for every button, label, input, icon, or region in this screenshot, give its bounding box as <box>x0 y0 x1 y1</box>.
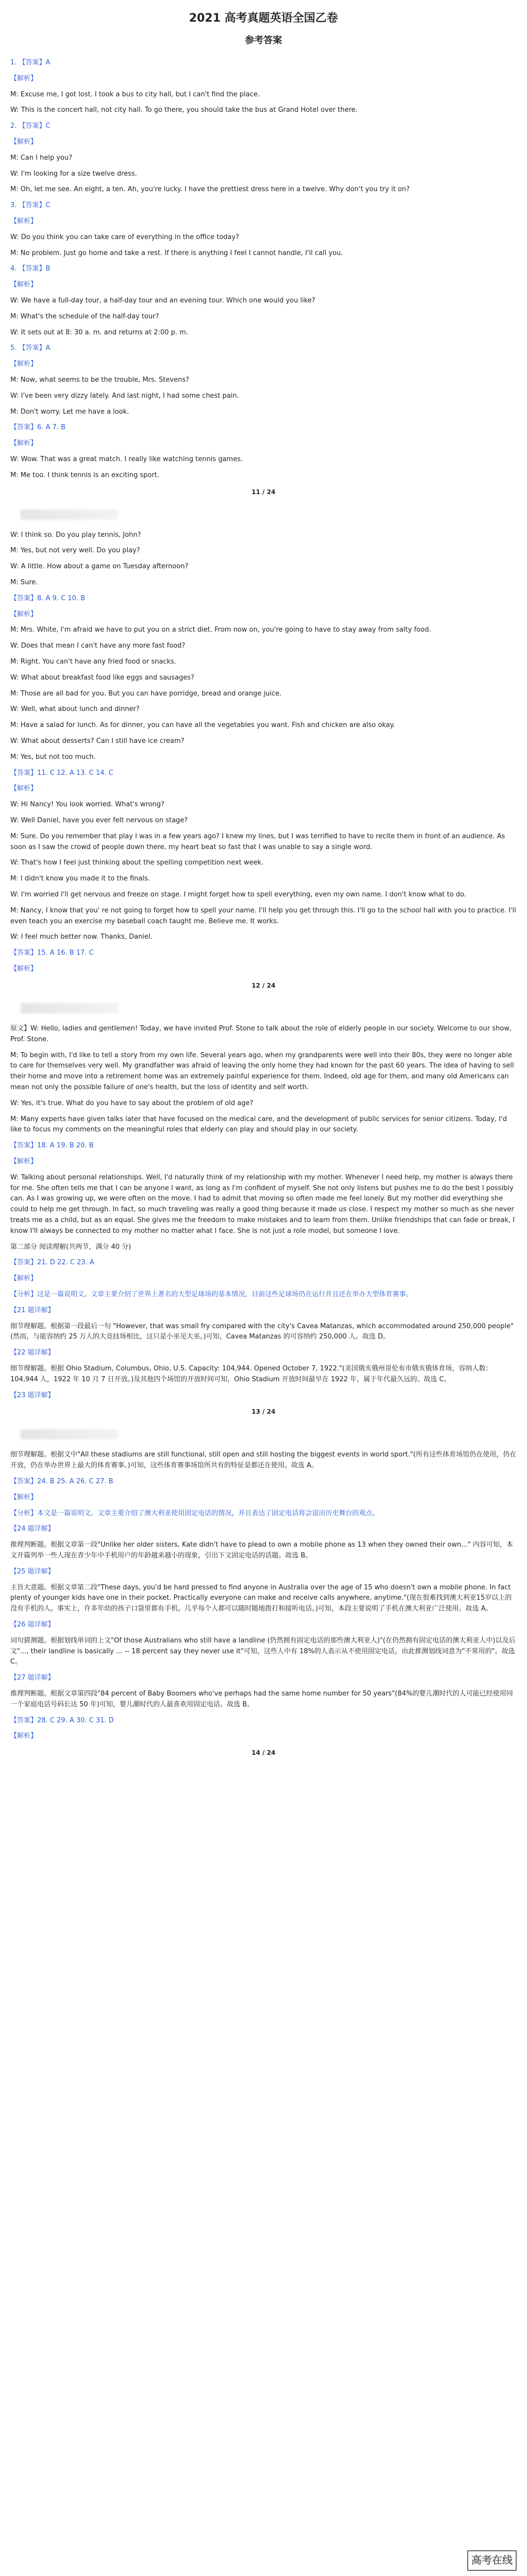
text-line: 第二部分 阅读理解(共两节，满分 40 分) <box>10 1243 131 1251</box>
page <box>0 58 527 497</box>
text-line: W: Well, what about lunch and dinner? <box>10 705 140 714</box>
text-line: W: We have a full-day tour, a half-day tour and an evening tour. Which one would you like? <box>10 296 316 304</box>
text-line: 【解析】 <box>10 785 38 793</box>
text-line: W: Yes, it's true. What do you have to say about the problem of old age? <box>10 1099 254 1107</box>
text-line: W: I'm worried I'll get nervous and freeze on stage. I might forget how to spell everything, even my own name. I don't know what to do. <box>10 891 467 899</box>
text-line: 【答案】6. A 7. B <box>10 423 66 432</box>
text-line: 【解析】 <box>10 138 38 146</box>
text-line: M: Now, what seems to be the trouble, Mrs. Stevens? <box>10 376 189 384</box>
text-line: M: I didn't know you made it to the finals. <box>10 875 150 883</box>
text-line: W: That's how I feel just thinking about the spelling competition next week. <box>10 859 264 867</box>
text-line: 2. 【答案】C <box>10 122 51 130</box>
text-line: 【24 题详解】 <box>10 1525 55 1533</box>
page-number: 12 / 24 <box>251 981 276 989</box>
page <box>0 1429 527 1758</box>
text-line: 【22 题详解】 <box>10 1349 55 1357</box>
text-line: M: To begin with, I'd like to tell a story from my own life. Several years ago, when my grandparents were well into their 80s, they were no longer able to care for themselves very well. My grandfather was afraid of leaving the only home they had known for the past 60 years. The idea of having to sell their home and move into a retirement home was an extremely painful experience for them. Indeed, old age for them, and many old Americans can mean not only the possible failure of one's health, but the loss of identity and self worth. <box>10 1051 514 1091</box>
text-line: W: Hi Nancy! You look worried. What's wrong? <box>10 801 164 809</box>
text-line: 【27 题详解】 <box>10 1674 55 1682</box>
text-line: 【解析】 <box>10 1157 38 1165</box>
text-line: 【解析】 <box>10 1493 38 1501</box>
text-line: M: Mrs. White, I'm afraid we have to put you on a strict diet. From now on, you're going to have to stay away from salty food. <box>10 626 431 634</box>
text-line: 【解析】 <box>10 281 38 289</box>
text-line: M: Have a salad for lunch. As for dinner, you can have all the vegetables you want. Fish and chicken are also okay. <box>10 721 396 730</box>
text-line: M: Right. You can't have any fried food or snacks. <box>10 658 176 666</box>
text-line: 推理判断题。根据文章第四段"84 percent of Baby Boomers who've perhaps had the same home number for 50 years"(84%的婴儿潮时代的人可能已经使用同一个家庭电话号码长达 50 年)可知，婴儿潮时代的人最喜欢用固定电话。故选 B。 <box>10 1690 513 1708</box>
text-line: M: Sure. <box>10 579 38 587</box>
text-line: 【解析】 <box>10 1275 38 1283</box>
text-line: W: This is the concert hall, not city hall. To go there, you should take the bus at Grand Hotel over there. <box>10 106 358 114</box>
text-line: M: Those are all bad for you. But you can have porridge, bread and orange juice. <box>10 689 282 698</box>
text-line: W: Do you think you can take care of everything in the office today? <box>10 233 239 241</box>
text-line: 【解析】 <box>10 439 38 448</box>
text-line: M: Sure. Do you remember that play I was in a few years ago? I knew my lines, but I was terrified to have to recite them in front of an audience. As soon as I saw the crowd of people down there, my heart beat so fast that I was unable to say a single word. <box>10 832 505 851</box>
text-line: 细节理解题。根据第一段最后一句 "However, that was small fry compared with the city's Cavea Matanzas, which accommodated around 250,000 people" (然而，与能容纳约 25 万人的大竞技场相比，这只是小巫见大巫。)可知，Cavea Matanzas 的可容纳约 250,000 人。故选 D。 <box>10 1322 514 1341</box>
document-subtitle: 参考答案 <box>245 35 282 46</box>
text-line: 【23 题详解】 <box>10 1391 55 1399</box>
text-line: 3. 【答案】C <box>10 201 51 210</box>
document-header <box>0 0 527 48</box>
blurred-watermark <box>21 510 119 520</box>
text-line: M: Nancy, I know that you' re not going to forget how to spell your name. I'll help you get through this. I'll go to the school hall with you to practice. I'll even teach you an exercise my baseball coach taught me. Believe me. It works. <box>10 906 516 925</box>
text-line: M: No problem. Just go home and take a rest. If there is anything I feel I cannot handle, I'll call you. <box>10 249 343 257</box>
text-line: 【解析】 <box>10 965 38 973</box>
text-line: M: Oh, let me see. An eight, a ten. Ah, you're lucky. I have the prettiest dress here in a twelve. Why don't you try it on? <box>10 185 410 194</box>
text-line: 【解析】 <box>10 74 38 82</box>
text-line: W: Wow. That was a great match. I really like watching tennis games. <box>10 455 243 463</box>
text-line: W: I'm looking for a size twelve dress. <box>10 170 137 178</box>
text-line: 【答案】28. C 29. A 30. C 31. D <box>10 1716 114 1724</box>
text-line: M: Can I help you? <box>10 154 73 162</box>
text-line: M: Excuse me, I got lost. I took a bus to city hall, but I can't find the place. <box>10 90 260 98</box>
text-line: 【答案】8. A 9. C 10. B <box>10 594 86 602</box>
text-line: W: I think so. Do you play tennis, John? <box>10 531 141 539</box>
text-line: W: What about desserts? Can I still have ice cream? <box>10 737 185 745</box>
text-line: 1. 【答案】A <box>10 58 51 66</box>
text-line: W: What about breakfast food like eggs and sausages? <box>10 673 194 682</box>
text-line: M: What's the schedule of the half-day tour? <box>10 312 159 320</box>
text-line: W: It sets out at 8: 30 a. m. and returns at 2:00 p. m. <box>10 328 188 336</box>
text-line: 【分析】这是一篇说明文。文章主要介绍了世界上著名的大型足球场的基本情况，目前这些足球场仍在运行并且还在举办大型体育赛事。 <box>10 1290 413 1298</box>
site-logo: 高考在线 <box>467 2550 517 2571</box>
text-line: M: Don't worry. Let me have a look. <box>10 408 129 416</box>
text-line: 主旨大意题。根据文章第二段"These days, you'd be hard pressed to find anyone in Australia over the age of 15 who doesn't own a mobile phone. In fact plenty of younger kids have one in their pocket. Practically everyone can make and receive calls anywhere, anytime."(现在很难找到澳大利亚15岁以上的没有手机的人。事实上，许多年幼的孩子口袋里都有手机。几乎每个人都可以随时随地拨打和接听电话。)可知，本段主要说明了手机在澳大利亚广泛使用。故选 A。 <box>10 1583 512 1613</box>
blurred-watermark <box>21 1429 119 1439</box>
text-line: 细节理解题。根据 Ohio Stadium, Columbus, Ohio, U.S. Capacity: 104,944. Opened October 7, 1922."(美国俄亥俄州哥伦布市俄亥俄体育场，容纳人数：104,944 人，1922 年 10 月 7 日开放。)及其他四个场馆的开放时间可知，Ohio Stadium 开放时间最早在 1922 年，属于年代最久远的。故选 C。 <box>10 1364 492 1383</box>
text-line: M: Yes, but not very well. Do you play? <box>10 547 140 555</box>
text-line: W: I've been very dizzy lately. And last night, I had some chest pain. <box>10 392 239 400</box>
text-line: 【答案】21. D 22. C 23. A <box>10 1259 94 1267</box>
text-line: 【解析】 <box>10 360 38 368</box>
text-line: 原文】W: Hello, ladies and gentlemen! Today, we have invited Prof. Stone to talk about the role of elderly people in our society. Welcome to our show, Prof. Stone. <box>10 1024 512 1043</box>
text-line: 5. 【答案】A <box>10 344 51 352</box>
text-line: W: A little. How about a game on Tuesday afternoon? <box>10 563 189 571</box>
text-line: 【解析】 <box>10 217 38 225</box>
document-title: 2021 高考真题英语全国乙卷 <box>189 12 338 25</box>
text-line: 【26 题详解】 <box>10 1621 55 1629</box>
page <box>0 510 527 991</box>
text-line: W: Talking about personal relationships. Well, I'd naturally think of my relationship with my mother. Whenever I need help, my mother is always there for me. She often tells me that I can be anyone I want, as long as I'm confident of myself. She not only listens but pushes me to do the best I possibly can. As I was growing up, we were often on the move. I had to admit that moving so often made me feel lonely. But my mother did everything she could to help me get through. In fact, so much traveling was really a good thing because it made us close. I respect my mother so much as she never treats me as a child, but as an equal. She gives me the freedom to make mistakes and to learn from them. Unlike friendships that can fade or break, I know I'll always be connected to my mother no matter what I face. She is not just a role model, but someone I love. <box>10 1173 515 1235</box>
text-line: 【答案】11. C 12. A 13. C 14. C <box>10 769 113 777</box>
text-line: 4. 【答案】B <box>10 265 51 273</box>
text-line: 【分析】本文是一篇说明文。文章主要介绍了澳大利亚使用固定电话的情况，并且表达了固定电话将会退出历史舞台的观点。 <box>10 1509 380 1517</box>
text-line: 【解析】 <box>10 610 38 618</box>
blurred-watermark <box>21 1003 119 1013</box>
page-number: 13 / 24 <box>251 1408 276 1416</box>
text-line: W: Does that mean I can't have any more fast food? <box>10 642 186 650</box>
text-line: 词句猜测题。根据划线单词的上文"Of those Australians who still have a landline (仍然拥有固定电话的那些澳大利亚人)"(在仍然拥有固定电话的澳大利亚人中)以及后文"..., their landline is basically ... -- 18 percent say they never use it"可知，这些人中有 18%的人表示从不使用固定电话，由此推测划线词意为"不常用的"。故选 C。 <box>10 1636 516 1666</box>
text-line: 推理判断题。根据文章第一段"Unlike her older sisters, Kate didn't have to plead to own a mobile phone as 13 when they owned their own..." 内容可知，本文开篇列举一些人现在青少年中手机用户的年龄越来越小的现象，引出下文固定电话的话题。故选 B。 <box>10 1541 514 1560</box>
text-line: M: Yes, but not too much. <box>10 753 96 761</box>
text-line: 【答案】24. B 25. A 26. C 27. B <box>10 1478 113 1486</box>
pages-container <box>0 58 527 1758</box>
text-line: 【21 题详解】 <box>10 1306 55 1314</box>
text-line: 【答案】18. A 19. B 20. B <box>10 1142 94 1150</box>
page <box>0 1003 527 1417</box>
text-line: M: Me too. I think tennis is an exciting sport. <box>10 471 159 479</box>
text-line: 细节理解题。根据文中"All these stadiums are still functional, still open and still hosting the biggest events in world sport."(所有这些体育场馆仍在使用，仍在开放，仍在举办世界上最大的体育赛事。)可知，这些体育赛事场馆所共有的特征是都还在使用。故选 A。 <box>10 1451 517 1470</box>
text-line: 【解析】 <box>10 1732 38 1740</box>
text-line: 【答案】15. A 16. B 17. C <box>10 949 94 957</box>
page-number: 14 / 24 <box>251 1749 276 1757</box>
text-line: 【25 题详解】 <box>10 1567 55 1575</box>
text-line: M: Many experts have given talks later that have focused on the medical care, and the development of public services for senior citizens. Today, I'd like to focus my comments on the meaningful roles that elderly can play and should play in our society. <box>10 1115 507 1134</box>
text-line: W: I feel much better now. Thanks, Daniel. <box>10 933 153 941</box>
text-line: W: Well Daniel, have you ever felt nervous on stage? <box>10 817 188 825</box>
page-number: 11 / 24 <box>251 488 276 496</box>
